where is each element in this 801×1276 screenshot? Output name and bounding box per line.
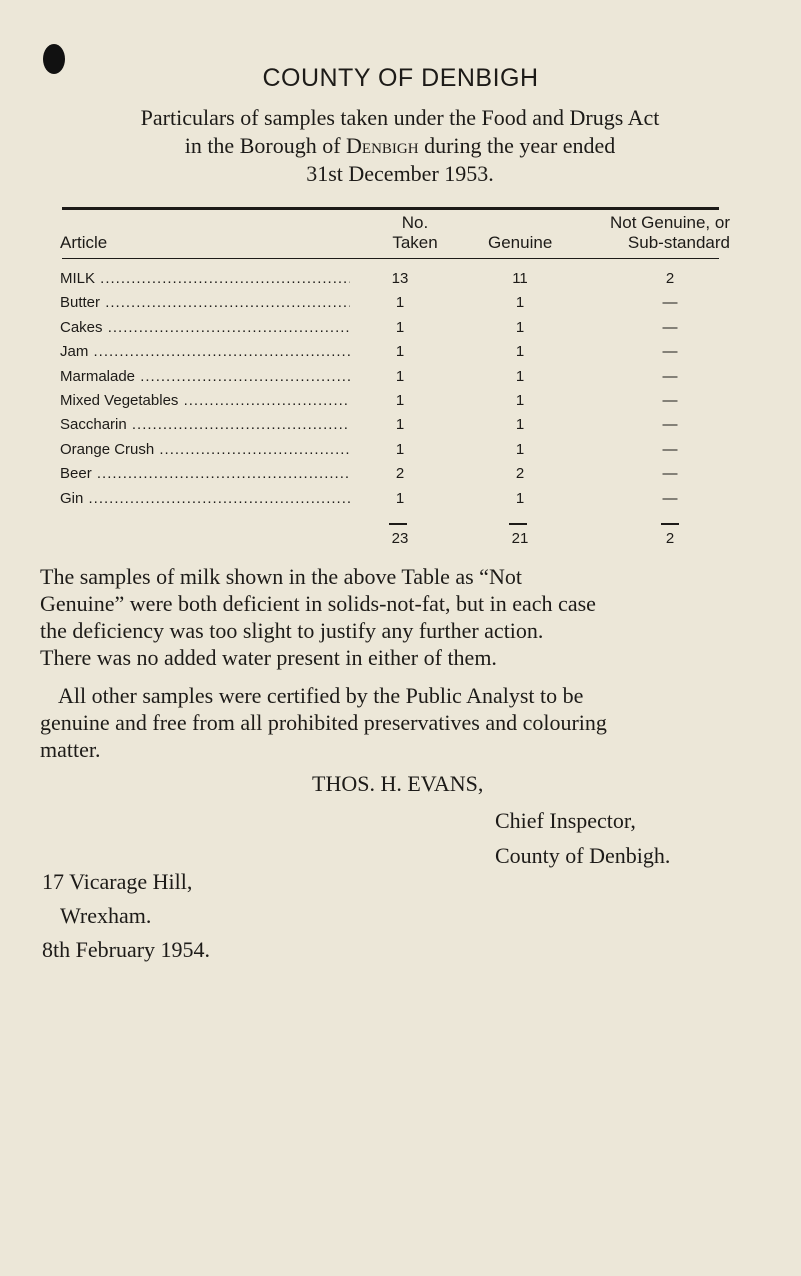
row-genuine: 1	[515, 343, 525, 361]
row-article: Cakes .....	[60, 317, 350, 339]
paragraph-other-line1: All other samples were certified by the Public Analyst to be	[58, 683, 584, 708]
row-article: Beer .....	[60, 463, 350, 485]
row-taken: 1	[395, 416, 405, 434]
table-top-rule	[62, 207, 719, 210]
row-taken: 1	[395, 343, 405, 361]
page-title: COUNTY OF DENBIGH	[262, 64, 539, 92]
table-row	[60, 317, 720, 339]
row-not-genuine: —	[662, 294, 678, 312]
row-article: Saccharin .....	[60, 414, 350, 436]
row-taken: 2	[395, 465, 405, 483]
total-rule-taken	[389, 523, 407, 525]
row-genuine: 1	[515, 489, 525, 507]
totals-row	[60, 528, 720, 550]
intro-text	[40, 104, 760, 188]
row-taken: 1	[395, 294, 405, 312]
header-no-taken	[370, 213, 460, 253]
address-line2: Wrexham.	[60, 903, 152, 928]
table-row	[60, 366, 720, 388]
intro-line-2: in the Borough of Denbigh during the year ended	[184, 133, 616, 158]
paragraph-milk-line2: Genuine” were both deficient in solids-not-fat, but in each case	[40, 591, 596, 616]
address-date: 8th February 1954.	[42, 937, 211, 962]
row-genuine: 1	[515, 318, 525, 336]
row-article: Marmalade .....	[60, 366, 350, 388]
intro-line-1: Particulars of samples taken under the Food and Drugs Act	[140, 105, 660, 130]
header-article: Article	[60, 233, 108, 252]
row-article: Butter .....	[60, 292, 350, 314]
table-row	[60, 439, 720, 461]
paragraph-milk	[40, 563, 730, 671]
paragraph-milk-line4: There was no added water present in either of them.	[40, 645, 497, 670]
header-not-genuine-line1: Not Genuine, or	[609, 213, 730, 232]
row-genuine: 1	[515, 367, 525, 385]
row-not-genuine: —	[662, 465, 678, 483]
row-taken: 13	[391, 270, 409, 287]
address-line1: 17 Vicarage Hill,	[42, 869, 193, 894]
header-genuine: Genuine	[488, 233, 553, 252]
row-not-genuine: —	[662, 343, 678, 361]
row-not-genuine: 2	[665, 270, 675, 287]
row-genuine: 1	[515, 294, 525, 312]
table-row	[60, 292, 720, 314]
row-taken: 1	[395, 318, 405, 336]
paragraph-other-line2: genuine and free from all prohibited preservatives and colouring	[40, 710, 607, 735]
table-row	[60, 390, 720, 412]
table-row	[60, 414, 720, 436]
row-genuine: 1	[515, 392, 525, 409]
row-taken: 1	[395, 440, 405, 458]
signature-title: Chief Inspector,	[495, 808, 636, 833]
row-taken: 1	[395, 489, 405, 507]
header-not-genuine-line2: Sub-standard	[627, 233, 730, 252]
total-rule-genuine	[509, 523, 527, 525]
row-taken: 1	[395, 367, 405, 385]
header-no-taken-line2: Taken	[392, 233, 438, 252]
paragraph-milk-line1: The samples of milk shown in the above Table as “Not	[40, 564, 522, 589]
table-row	[60, 488, 720, 510]
row-article: Jam .....	[60, 341, 350, 363]
intro-line-3: 31st December 1953.	[306, 161, 494, 186]
table-header-rule	[62, 258, 719, 259]
row-not-genuine: —	[662, 489, 678, 507]
row-taken: 1	[395, 392, 405, 409]
header-not-genuine	[555, 213, 730, 253]
row-article: MILK .....	[60, 268, 350, 290]
paragraph-milk-line3: the deficiency was too slight to justify any further action.	[40, 618, 544, 643]
table-row	[60, 341, 720, 363]
signature-name: THOS. H. EVANS,	[312, 771, 484, 796]
signature-county: County of Denbigh.	[495, 843, 671, 868]
total-taken: 23	[391, 530, 409, 547]
row-not-genuine: —	[662, 440, 678, 458]
row-article: Orange Crush .....	[60, 439, 350, 461]
row-not-genuine: —	[662, 367, 678, 385]
row-article: Gin .....	[60, 488, 350, 510]
row-not-genuine: —	[662, 318, 678, 336]
header-no-taken-line1: No.	[401, 213, 429, 232]
row-genuine: 1	[515, 416, 525, 434]
paragraph-other-line3: matter.	[40, 737, 101, 762]
row-not-genuine: —	[662, 392, 678, 409]
row-genuine: 1	[515, 440, 525, 458]
total-rule-not-genuine	[661, 523, 679, 525]
paragraph-other	[40, 682, 730, 763]
row-article: Mixed Vegetables .....	[60, 390, 350, 412]
row-not-genuine: —	[662, 416, 678, 434]
total-not-genuine: 2	[665, 530, 675, 547]
row-genuine: 2	[515, 465, 525, 483]
table-row	[60, 268, 720, 290]
total-genuine: 21	[511, 530, 529, 547]
row-genuine: 11	[512, 270, 528, 287]
table-row	[60, 463, 720, 485]
